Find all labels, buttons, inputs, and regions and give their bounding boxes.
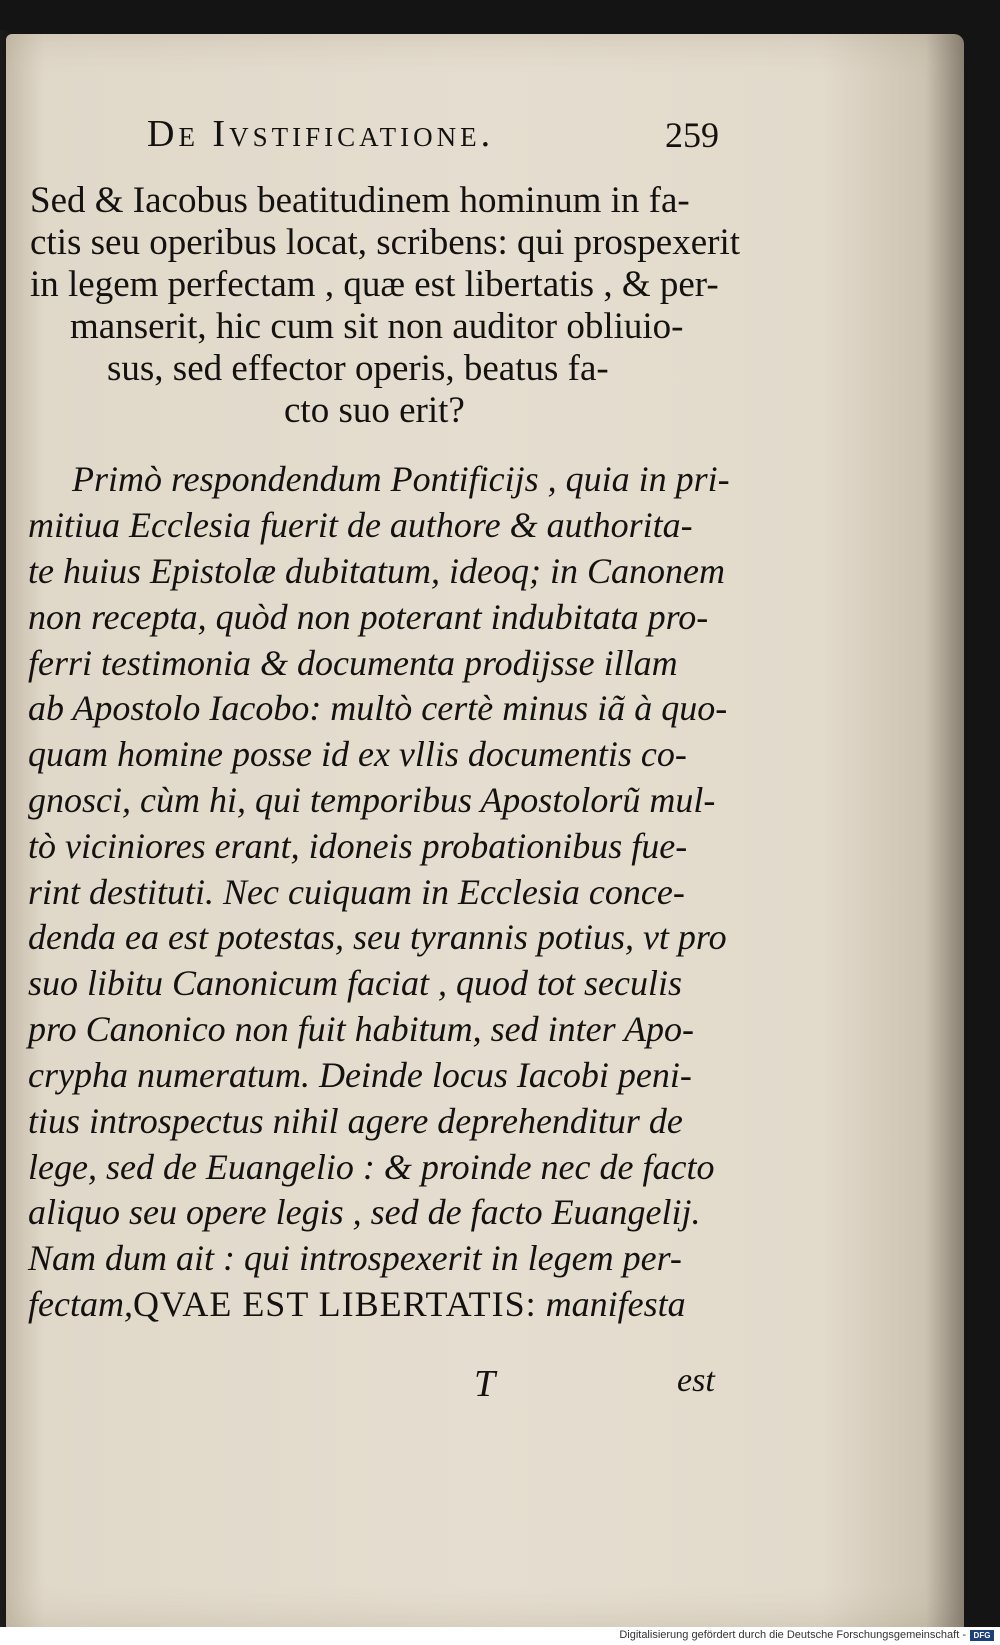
italic-line: lege, sed de Euangelio : & proinde nec de facto [28, 1147, 715, 1187]
roman-line: ctis seu operibus locat, scribens: qui prospexerit [30, 222, 741, 263]
funding-credit: Digitalisierung gefördert durch die Deutsche Forschungsgemeinschaft - [619, 1629, 966, 1641]
italic-line: quam homine posse id ex vllis documentis co- [28, 734, 687, 774]
catchword: est [677, 1362, 715, 1399]
italic-line: pro Canonico non fuit habitum, sed inter Apo- [28, 1009, 694, 1049]
italic-line-last [28, 1282, 686, 1328]
last-line-end: manifesta [536, 1284, 686, 1324]
italic-line: non recepta, quòd non poterant indubitata pro- [28, 597, 709, 637]
italic-line: tò viciniores erant, idoneis probationibus fue- [28, 826, 688, 866]
roman-line: Sed & Iacobus beatitudinem hominum in fa- [30, 180, 690, 221]
italic-line: ab Apostolo Iacobo: multò certè minus iã à quo- [28, 688, 728, 728]
italic-line: aliquo seu opere legis , sed de facto Euangelij. [28, 1192, 701, 1232]
italic-line: rint destituti. Nec cuiquam in Ecclesia conce- [28, 872, 685, 912]
italic-line: gnosci, cùm hi, qui temporibus Apostolorũ mul- [28, 780, 716, 820]
digitization-footer [0, 1627, 1000, 1645]
italic-line: Primò respondendum Pontificijs , quia in pri- [72, 459, 730, 499]
roman-line: in legem perfectam , quæ est libertatis , & per- [30, 264, 719, 305]
italic-line: denda ea est potestas, seu tyrannis potius, vt pro [28, 917, 727, 957]
page-number: 259 [665, 115, 719, 155]
italic-line: mitiua Ecclesia fuerit de authore & authorita- [28, 505, 693, 545]
italic-line: Nam dum ait : qui introspexerit in legem per- [28, 1238, 682, 1278]
roman-line: manserit, hic cum sit non auditor obliuio- [70, 306, 684, 347]
dfg-logo: DFG [970, 1630, 994, 1641]
signature-mark: T [474, 1363, 496, 1405]
quoted-capitals: QVAE EST LIBERTATIS: [132, 1284, 537, 1324]
roman-line: sus, sed effector operis, beatus fa- [107, 348, 609, 389]
last-line-start: fectam, [28, 1284, 133, 1324]
italic-line: suo libitu Canonicum faciat , quod tot seculis [28, 963, 682, 1003]
paper-leaf [6, 34, 964, 1627]
italic-line: tius introspectus nihil agere deprehenditur de [28, 1101, 683, 1141]
italic-line: crypha numeratum. Deinde locus Iacobi peni- [28, 1055, 692, 1095]
running-head: De Ivstificatione. [147, 113, 495, 155]
roman-line: cto suo erit? [284, 390, 465, 431]
italic-line: te huius Epistolæ dubitatum, ideoq; in Canonem [28, 551, 725, 591]
italic-line: ferri testimonia & documenta prodijsse illam [28, 643, 678, 683]
